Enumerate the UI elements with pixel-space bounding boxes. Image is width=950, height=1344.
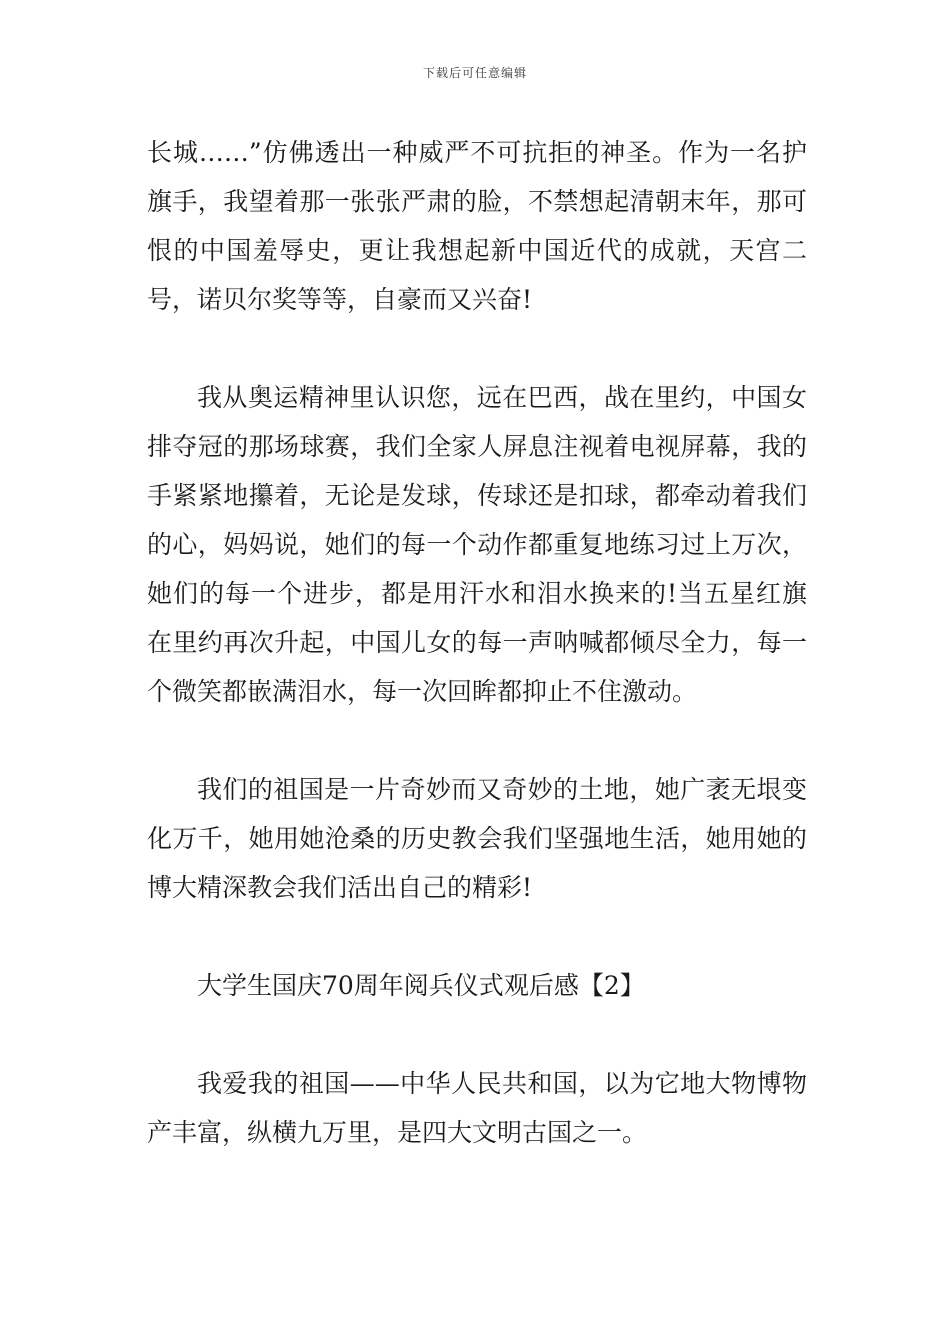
paragraph-olympics: 我从奥运精神里认识您，远在巴西，战在里约，中国女排夺冠的那场球赛，我们全家人屏息注视着电视屏幕，我的手紧紧地攥着，无论是发球，传球还是扣球，都牵动着我们的心，妈妈说，她们的每一个动作都重复地练习过上万次，她们的每一个进步，都是用汗水和泪水换来的!当五星红旗在里约再次升起，中国儿女的每一声呐喊都倾尽全力，每一个微笑都嵌满泪水，每一次回眸都抑止不住激动。	[147, 383, 807, 706]
paragraph-continuation: 长城……”仿佛透出一种威严不可抗拒的神圣。作为一名护旗手，我望着那一张张严肃的脸，不禁想起清朝末年，那可恨的中国羞辱史，更让我想起新中国近代的成就，天宫二号，诺贝尔奖等等，自豪而又兴奋!	[147, 138, 807, 314]
paragraph-gap	[147, 716, 807, 765]
paragraph-motherland: 我们的祖国是一片奇妙而又奇妙的土地，她广袤无垠变化万千，她用她沧桑的历史教会我们坚强地生活，她用她的博大精深教会我们活出自己的精彩!	[147, 775, 807, 902]
section-heading: 大学生国庆70周年阅兵仪式观后感【2】	[197, 971, 645, 1000]
paragraph-gap	[147, 912, 807, 961]
paragraph-love-motherland: 我爱我的祖国——中华人民共和国，以为它地大物博物产丰富，纵横九万里，是四大文明古国之一。	[147, 1069, 807, 1147]
document-body	[147, 128, 807, 1157]
paragraph-gap	[147, 324, 807, 373]
paragraph-gap	[147, 1010, 807, 1059]
page-header-note: 下载后可任意编辑	[422, 66, 527, 80]
